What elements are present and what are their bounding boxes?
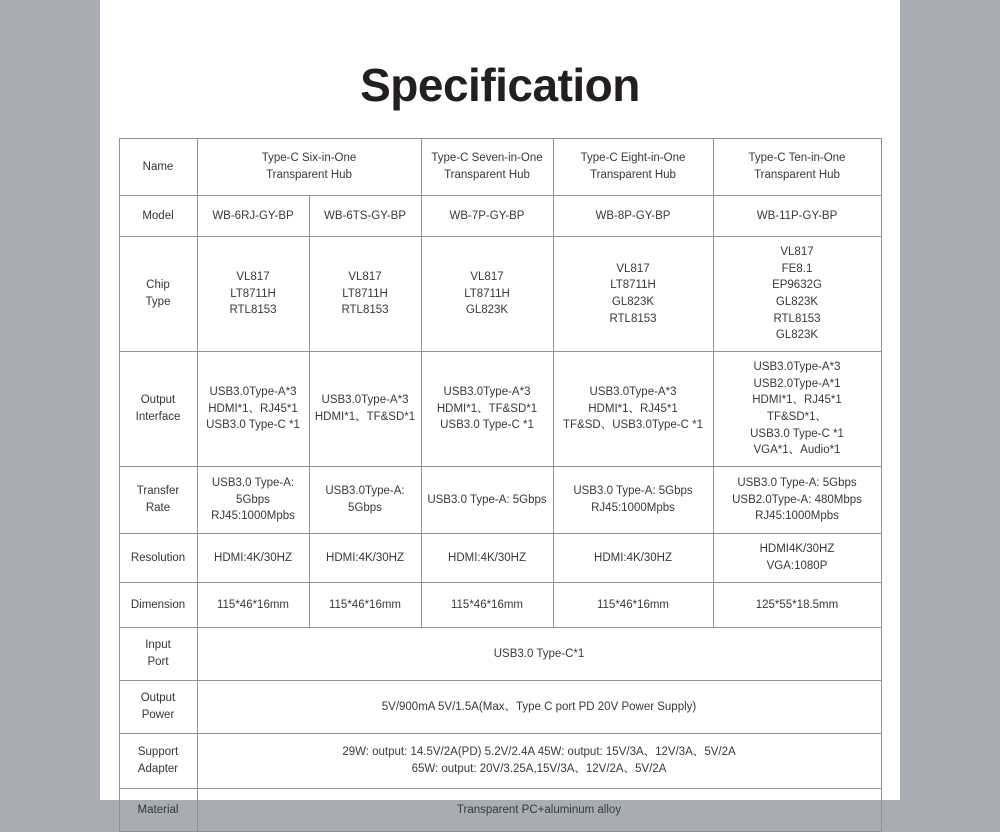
table-cell: USB3.0 Type-A: 5Gbps RJ45:1000Mpbs xyxy=(553,467,713,534)
table-cell: WB-11P-GY-BP xyxy=(713,196,881,237)
row-header: Output Interface xyxy=(119,352,197,467)
table-cell: VL817 LT8711H GL823K RTL8153 xyxy=(553,237,713,352)
table-row xyxy=(119,534,881,583)
table-cell: VL817 FE8.1 EP9632G GL823K RTL8153 GL823K xyxy=(713,237,881,352)
row-header: Name xyxy=(119,139,197,196)
table-cell: USB3.0 Type-A: 5Gbps xyxy=(421,467,553,534)
table-cell: 115*46*16mm xyxy=(309,583,421,628)
table-cell: USB3.0Type-A: 5Gbps xyxy=(309,467,421,534)
table-cell: USB3.0 Type-A: 5Gbps RJ45:1000Mpbs xyxy=(197,467,309,534)
table-cell: HDMI:4K/30HZ xyxy=(421,534,553,583)
table-cell: 5V/900mA 5V/1.5A(Max、Type C port PD 20V Power Supply) xyxy=(197,681,881,734)
table-cell: USB3.0Type-A*3 HDMI*1、RJ45*1 TF&SD、USB3.0Type-C *1 xyxy=(553,352,713,467)
table-cell: WB-7P-GY-BP xyxy=(421,196,553,237)
row-header: Model xyxy=(119,196,197,237)
page-title: Specification xyxy=(360,59,640,111)
table-cell: 115*46*16mm xyxy=(197,583,309,628)
table-row xyxy=(119,628,881,681)
specification-sheet xyxy=(100,0,900,816)
table-row xyxy=(119,583,881,628)
table-cell: 115*46*16mm xyxy=(421,583,553,628)
table-cell: USB3.0Type-A*3 HDMI*1、TF&SD*1 xyxy=(309,352,421,467)
row-header: Support Adapter xyxy=(119,734,197,789)
table-cell: WB-6RJ-GY-BP xyxy=(197,196,309,237)
row-header: Resolution xyxy=(119,534,197,583)
table-cell: VL817 LT8711H GL823K xyxy=(421,237,553,352)
row-header: Input Port xyxy=(119,628,197,681)
table-cell: Type-C Eight-in-One Transparent Hub xyxy=(553,139,713,196)
row-header: Dimension xyxy=(119,583,197,628)
table-row xyxy=(119,681,881,734)
table-cell: Type-C Ten-in-One Transparent Hub xyxy=(713,139,881,196)
row-header: Output Power xyxy=(119,681,197,734)
table-cell: HDMI:4K/30HZ xyxy=(553,534,713,583)
table-cell: 115*46*16mm xyxy=(553,583,713,628)
row-header: Chip Type xyxy=(119,237,197,352)
table-row xyxy=(119,789,881,832)
table-cell: USB3.0Type-A*3 USB2.0Type-A*1 HDMI*1、RJ45*1 TF&SD*1、 USB3.0 Type-C *1 VGA*1、Audio*1 xyxy=(713,352,881,467)
specification-table xyxy=(119,138,882,832)
table-row xyxy=(119,467,881,534)
table-cell: HDMI:4K/30HZ xyxy=(309,534,421,583)
table-cell: USB3.0Type-A*3 HDMI*1、RJ45*1 USB3.0 Type-C *1 xyxy=(197,352,309,467)
row-header: Material xyxy=(119,789,197,832)
table-row xyxy=(119,196,881,237)
table-cell: HDMI:4K/30HZ xyxy=(197,534,309,583)
table-cell: USB3.0 Type-C*1 xyxy=(197,628,881,681)
table-row xyxy=(119,352,881,467)
table-row xyxy=(119,734,881,789)
table-cell: Type-C Six-in-One Transparent Hub xyxy=(197,139,421,196)
table-row xyxy=(119,237,881,352)
table-cell: USB3.0Type-A*3 HDMI*1、TF&SD*1 USB3.0 Type-C *1 xyxy=(421,352,553,467)
table-row xyxy=(119,139,881,196)
row-header: Transfer Rate xyxy=(119,467,197,534)
table-cell: WB-8P-GY-BP xyxy=(553,196,713,237)
table-cell: USB3.0 Type-A: 5Gbps USB2.0Type-A: 480Mbps RJ45:1000Mpbs xyxy=(713,467,881,534)
table-cell: HDMI4K/30HZ VGA:1080P xyxy=(713,534,881,583)
table-cell: Transparent PC+aluminum alloy xyxy=(197,789,881,832)
table-cell: Type-C Seven-in-One Transparent Hub xyxy=(421,139,553,196)
table-cell: 29W: output: 14.5V/2A(PD) 5.2V/2.4A 45W: output: 15V/3A、12V/3A、5V/2A 65W: output: 20V/3.25A,15V/3A、12V/2A、5V/2A xyxy=(197,734,881,789)
table-cell: VL817 LT8711H RTL8153 xyxy=(309,237,421,352)
table-cell: 125*55*18.5mm xyxy=(713,583,881,628)
table-cell: VL817 LT8711H RTL8153 xyxy=(197,237,309,352)
table-cell: WB-6TS-GY-BP xyxy=(309,196,421,237)
